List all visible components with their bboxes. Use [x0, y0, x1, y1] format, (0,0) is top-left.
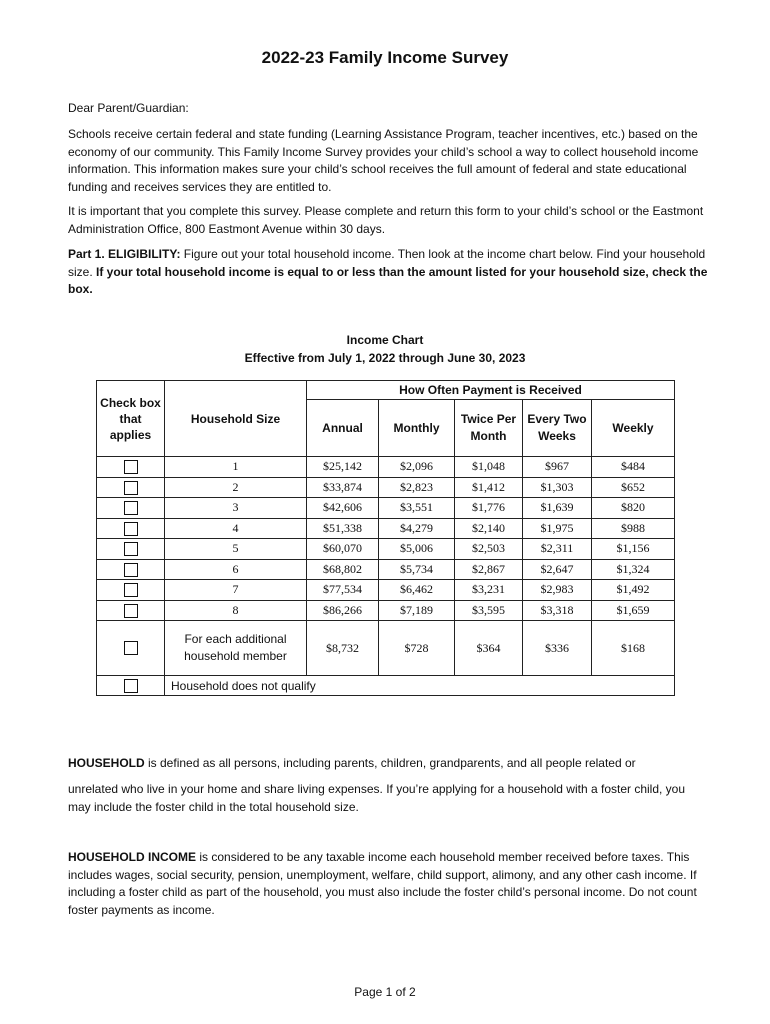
weekly-cell: $1,324	[592, 559, 675, 580]
header-weekly: Weekly	[592, 400, 675, 457]
header-household-size: Household Size	[165, 381, 307, 457]
checkbox[interactable]	[124, 679, 138, 693]
annual-cell: $25,142	[307, 457, 379, 478]
weekly-cell: $1,492	[592, 580, 675, 601]
household-income-term: HOUSEHOLD INCOME	[68, 850, 197, 864]
weekly-cell: $168	[592, 621, 675, 676]
weekly-cell: $484	[592, 457, 675, 478]
annual-cell: $77,534	[307, 580, 379, 601]
monthly-cell: $5,006	[379, 539, 455, 560]
every-two-weeks-cell: $2,311	[523, 539, 592, 560]
table-row	[97, 457, 675, 478]
part1-bold-text: If your total household income is equal to or less than the amount listed for your household size, check the box.	[68, 264, 708, 296]
household-size-cell: 2	[165, 477, 307, 498]
twice-per-month-cell: $3,595	[455, 600, 523, 621]
checkbox[interactable]	[124, 542, 138, 556]
table-row	[97, 539, 675, 560]
weekly-cell: $652	[592, 477, 675, 498]
part1-paragraph	[68, 246, 708, 299]
monthly-cell: $6,462	[379, 580, 455, 601]
header-monthly: Monthly	[379, 400, 455, 457]
row-checkbox-cell	[97, 477, 165, 498]
checkbox[interactable]	[124, 604, 138, 618]
monthly-cell: $2,096	[379, 457, 455, 478]
checkbox[interactable]	[124, 460, 138, 474]
household-size-cell: 4	[165, 518, 307, 539]
household-income-paragraph	[68, 849, 708, 919]
household-definition-line1	[68, 755, 708, 773]
table-row	[97, 559, 675, 580]
table-row	[97, 498, 675, 519]
income-chart-table	[96, 380, 675, 696]
annual-cell: $51,338	[307, 518, 379, 539]
household-term: HOUSEHOLD	[68, 756, 145, 770]
twice-per-month-cell: $1,776	[455, 498, 523, 519]
every-two-weeks-cell: $1,303	[523, 477, 592, 498]
household-size-cell: 5	[165, 539, 307, 560]
household-size-cell: 3	[165, 498, 307, 519]
weekly-cell: $1,156	[592, 539, 675, 560]
monthly-cell: $7,189	[379, 600, 455, 621]
row-checkbox-cell	[97, 498, 165, 519]
monthly-cell: $728	[379, 621, 455, 676]
checkbox[interactable]	[124, 501, 138, 515]
row-checkbox-cell	[97, 518, 165, 539]
part1-text: Figure out your total household income. Then look at the income chart below. Find your household size.	[68, 247, 706, 279]
twice-per-month-cell: $3,231	[455, 580, 523, 601]
checkbox[interactable]	[124, 522, 138, 536]
monthly-cell: $5,734	[379, 559, 455, 580]
every-two-weeks-cell: $3,318	[523, 600, 592, 621]
important-paragraph: It is important that you complete this survey. Please complete and return this form to your child’s school or the Eastmont Administration Office, 800 Eastmont Avenue within 30 days.	[68, 204, 704, 236]
annual-cell: $68,802	[307, 559, 379, 580]
not-qualify-label: Household does not qualify	[165, 676, 675, 696]
income-chart-subtitle: Effective from July 1, 2022 through June 30, 2023	[244, 351, 526, 365]
household-definition-rest: unrelated who live in your home and share living expenses. If you’re applying for a household with a foster child, you may include the foster child in the total household size.	[68, 782, 686, 814]
page-number: Page 1 of 2	[354, 985, 416, 999]
table-row	[97, 518, 675, 539]
twice-per-month-cell: $1,412	[455, 477, 523, 498]
annual-cell: $42,606	[307, 498, 379, 519]
checkbox[interactable]	[124, 563, 138, 577]
row-checkbox-cell	[97, 676, 165, 696]
table-row	[97, 477, 675, 498]
twice-per-month-cell: $1,048	[455, 457, 523, 478]
every-two-weeks-cell: $967	[523, 457, 592, 478]
additional-member-label: For each additional household member	[165, 621, 307, 676]
twice-per-month-cell: $2,503	[455, 539, 523, 560]
checkbox[interactable]	[124, 481, 138, 495]
header-payment-frequency: How Often Payment is Received	[307, 381, 675, 400]
annual-cell: $33,874	[307, 477, 379, 498]
weekly-cell: $1,659	[592, 600, 675, 621]
weekly-cell: $988	[592, 518, 675, 539]
household-size-cell: 6	[165, 559, 307, 580]
monthly-cell: $2,823	[379, 477, 455, 498]
twice-per-month-cell: $2,140	[455, 518, 523, 539]
checkbox[interactable]	[124, 583, 138, 597]
header-twice-per-month: Twice Per Month	[455, 400, 523, 457]
monthly-cell: $3,551	[379, 498, 455, 519]
household-size-cell: 1	[165, 457, 307, 478]
every-two-weeks-cell: $2,647	[523, 559, 592, 580]
row-checkbox-cell	[97, 539, 165, 560]
household-text-line1: is defined as all persons, including parents, children, grandparents, and all people related or	[144, 756, 636, 770]
row-checkbox-cell	[97, 621, 165, 676]
household-income-text: is considered to be any taxable income each household member received before taxes. This includes wages, social security, pension, unemployment, welfare, child support, alimony, and any other cash income. If including a foster child as part of the household, you must also include the foster child’s personal income. Do not count foster payments as income.	[68, 850, 697, 917]
row-checkbox-cell	[97, 559, 165, 580]
weekly-cell: $820	[592, 498, 675, 519]
header-check-box: Check box that applies	[97, 381, 165, 457]
household-size-cell: 7	[165, 580, 307, 601]
income-chart-title: Income Chart	[346, 333, 424, 347]
annual-cell: $8,732	[307, 621, 379, 676]
table-row	[97, 600, 675, 621]
intro-paragraph: Schools receive certain federal and state funding (Learning Assistance Program, teacher incentives, etc.) based on the economy of our community. This Family Income Survey provides your child’s school a way to collect household income information. This information makes sure your child’s school receives the full amount of federal and state educational funding and receives services they are entitled to.	[68, 127, 699, 194]
every-two-weeks-cell: $1,639	[523, 498, 592, 519]
part1-label: Part 1. ELIGIBILITY:	[68, 247, 181, 261]
twice-per-month-cell: $2,867	[455, 559, 523, 580]
every-two-weeks-cell: $1,975	[523, 518, 592, 539]
annual-cell: $86,266	[307, 600, 379, 621]
row-checkbox-cell	[97, 600, 165, 621]
monthly-cell: $4,279	[379, 518, 455, 539]
row-checkbox-cell	[97, 457, 165, 478]
every-two-weeks-cell: $336	[523, 621, 592, 676]
page-title: 2022-23 Family Income Survey	[261, 48, 509, 67]
table-row-not-qualify	[97, 676, 675, 696]
table-row-additional-member	[97, 621, 675, 676]
table-row	[97, 580, 675, 601]
every-two-weeks-cell: $2,983	[523, 580, 592, 601]
annual-cell: $60,070	[307, 539, 379, 560]
header-annual: Annual	[307, 400, 379, 457]
salutation: Dear Parent/Guardian:	[68, 101, 189, 115]
header-every-two-weeks: Every Two Weeks	[523, 400, 592, 457]
household-size-cell: 8	[165, 600, 307, 621]
checkbox[interactable]	[124, 641, 138, 655]
twice-per-month-cell: $364	[455, 621, 523, 676]
row-checkbox-cell	[97, 580, 165, 601]
